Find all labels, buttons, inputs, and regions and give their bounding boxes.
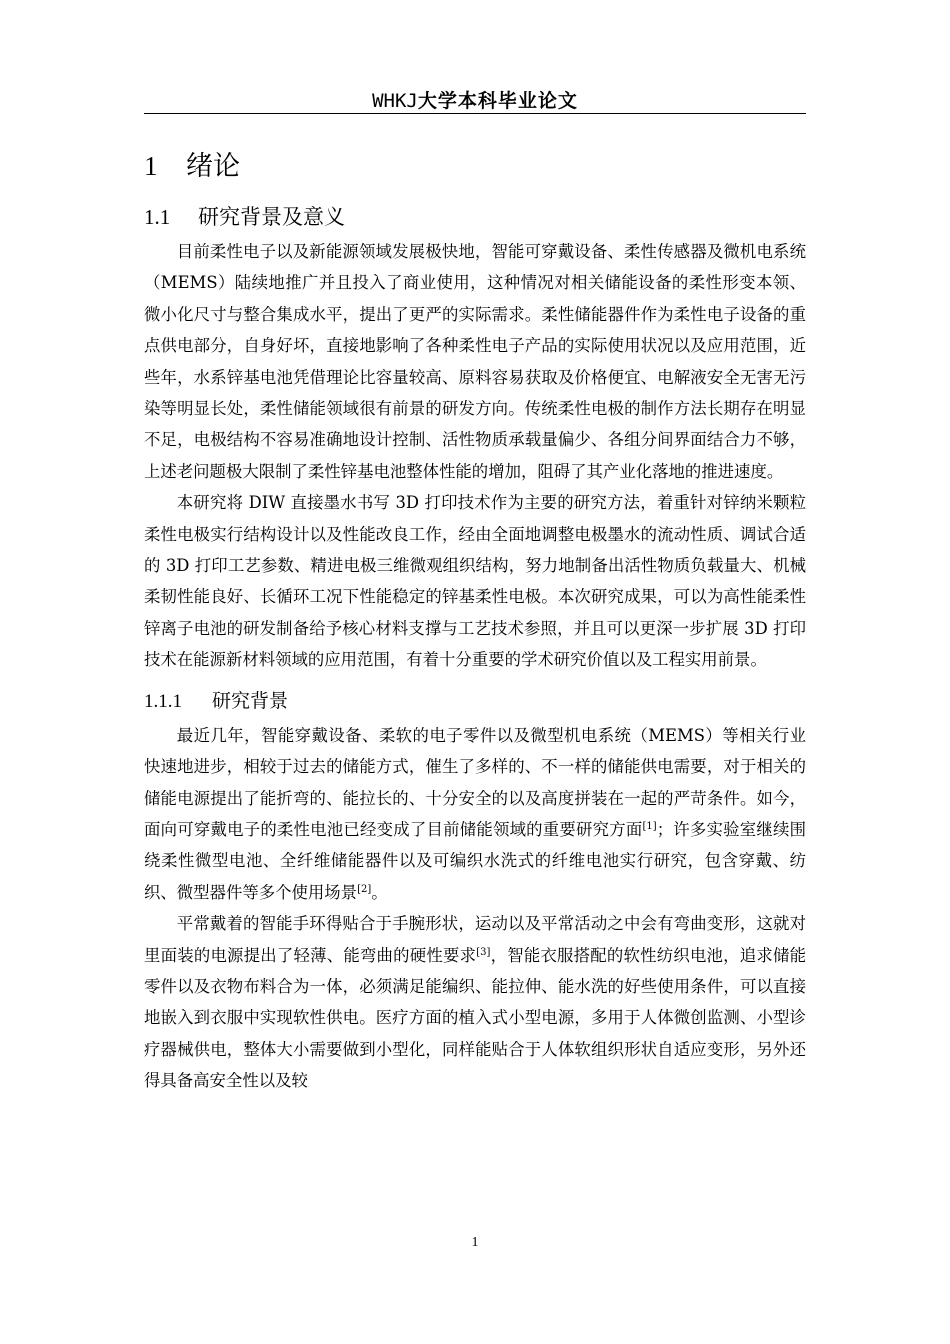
chapter-title: 绪论	[186, 151, 240, 182]
chapter-number: 1	[144, 151, 158, 181]
subsection-number: 1.1.1	[144, 690, 182, 712]
citation-reference[interactable]: [3]	[476, 946, 491, 958]
body-paragraph: 本研究将 DIW 直接墨水书写 3D 打印技术作为主要的研究方法，着重针对锌纳米颗粒柔性电极实行结构设计以及性能改良工作，经由全面地调整电极墨水的流动性质、调试合适的 3D 打印工艺参数、精进电极三维微观组织结构，努力地制备出活性物质负载量大、机械柔韧性能良好、长循环工况下性能稳定的锌基柔性电极。本次研究成果，可以为高性能柔性锌离子电池的研发制备给予核心材料支撑与工艺技术参照，并且可以更深一步扩展 3D 打印技术在能源新材料领域的应用范围，有着十分重要的学术研究价值以及工程实用前景。	[144, 493, 806, 670]
citation-reference[interactable]: [2]	[357, 883, 372, 895]
section-number: 1.1	[144, 205, 171, 229]
running-header	[0, 86, 950, 113]
body-paragraph	[144, 720, 806, 908]
paragraph-text: ；许多实验室继续围绕柔性微型电池、全纤维储能器件以及可编织水洗式的纤维电池实行研究，包含穿戴、纺织、微型器件等多个使用场景	[144, 819, 807, 902]
chapter-heading	[144, 146, 806, 190]
section-heading	[144, 200, 806, 234]
subsection-heading	[144, 684, 806, 718]
citation-reference[interactable]: [1]	[642, 820, 657, 832]
header-divider	[144, 113, 806, 114]
page-body	[144, 146, 806, 1097]
body-paragraph	[144, 908, 806, 1096]
header-university-code: WHKJ	[372, 90, 418, 112]
paragraph-text: 平常戴着的智能手环得贴合于手腕形状，运动以及平常活动之中会有弯曲变形，这就对里面装的电源提出了轻薄、能弯曲的硬性要求	[144, 914, 806, 965]
page-number: 1	[471, 1235, 479, 1250]
header-thesis-label: 大学本科毕业论文	[417, 90, 578, 112]
subsection-title: 研究背景	[212, 689, 289, 712]
paragraph-text: ，智能衣服搭配的软性纺织电池，追求储能零件以及衣物布料合为一体，必须满足能编织、能拉伸、能水洗的好些使用条件，可以直接地嵌入到衣服中实现软性供电。医疗方面的植入式小型电源，多用于人体微创监测、小型诊疗器械供电，整体大小需要做到小型化，同样能贴合于人体软组织形状自适应变形，另外还得具备高安全性以及较	[144, 945, 806, 1091]
body-paragraph: 目前柔性电子以及新能源领域发展极快地，智能可穿戴设备、柔性传感器及微机电系统（MEMS）陆续地推广并且投入了商业使用，这种情况对相关储能设备的柔性形变本领、微小化尺寸与整合集成水平，提出了更严的实际需求。柔性储能器件作为柔性电子设备的重点供电部分，自身好坏，直接地影响了各种柔性电子产品的实际使用状况以及应用范围，近些年，水系锌基电池凭借理论比容量较高、原料容易获取及价格便宜、电解液安全无害无污染等明显长处，柔性储能领域很有前景的研发方向。传统柔性电极的制作方法长期存在明显不足，电极结构不容易准确地设计控制、活性物质承载量偏少、各组分间界面结合力不够，上述老问题极大限制了柔性锌基电池整体性能的增加，阻碍了其产业化落地的推进速度。	[144, 242, 806, 481]
paragraph-text: 。	[371, 882, 388, 902]
section-title: 研究背景及意义	[198, 205, 345, 229]
paragraph-text: 最近几年，智能穿戴设备、柔软的电子零件以及微型机电系统（MEMS）等相关行业快速地进步，相较于过去的储能方式，催生了多样的、不一样的储能供电需要，对于相关的储能电源提出了能折弯的、能拉长的、十分安全的以及高度拼装在一起的严苛条件。如今，面向可穿戴电子的柔性电池已经变成了目前储能领域的重要研究方面	[144, 725, 806, 839]
